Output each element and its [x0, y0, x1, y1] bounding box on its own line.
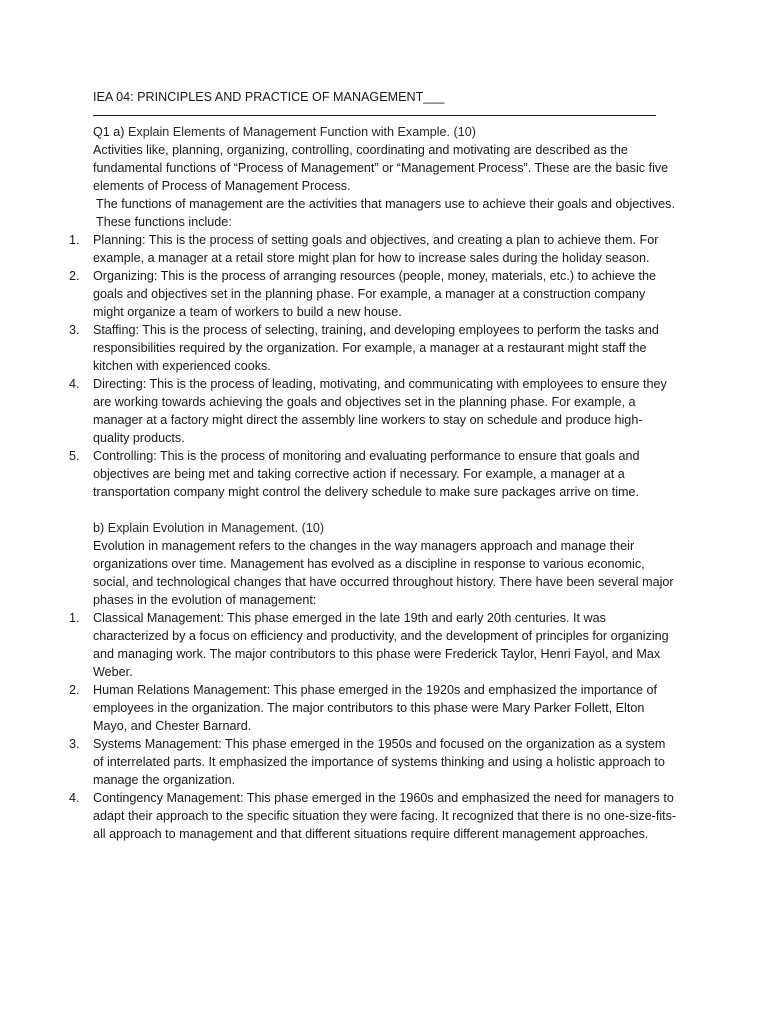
list-item-number: 3. — [69, 323, 80, 337]
list-item-number: 1. — [69, 611, 80, 625]
list-item-number: 1. — [69, 233, 80, 247]
list-item-number: 4. — [69, 791, 80, 805]
document-title: IEA 04: PRINCIPLES AND PRACTICE OF MANAGEMENT___ — [93, 90, 445, 104]
q1b-heading — [93, 519, 678, 537]
q1b-intro-paragraph: Evolution in management refers to the changes in the way managers approach and manage their organizations over time. Management has evolved as a discipline in response to various economic, social, and technological changes that have occurred throughout history. There have been several major phases in the evolution of management: — [93, 539, 674, 607]
list-item-number: 4. — [69, 377, 80, 391]
q1a-functions-paragraph: The functions of management are the activities that managers use to achieve their goals and objectives. These functions include: — [96, 197, 675, 229]
list-item-number: 5. — [69, 449, 80, 463]
q1a-intro-paragraph: Activities like, planning, organizing, controlling, coordinating and motivating are described as the fundamental functions of “Process of Management” or “Management Process”. These are the basic five elements of Process of Management Process. — [93, 143, 669, 193]
list-item-text: Classical Management: This phase emerged in the late 19th and early 20th centuries. It was characterized by a focus on efficiency and productivity, and the development of principles for organizing and managing work. The major contributors to this phase were Frederick Taylor, Henri Fayol, and Max Weber. — [93, 611, 669, 679]
q1b-phases-list — [69, 609, 678, 843]
list-item-text: Controlling: This is the process of monitoring and evaluating performance to ensure that goals and objectives are being met and taking corrective action if necessary. For example, a manager at a transportation company might control the delivery schedule to make sure packages arrive on time. — [93, 449, 640, 499]
list-item — [69, 609, 678, 681]
list-item-text: Directing: This is the process of leading, motivating, and communicating with employees to ensure they are working towards achieving the goals and objectives set in the planning phase. For example, a manager at a factory might direct the assembly line workers to stay on schedule and produce high-quality products. — [93, 377, 667, 445]
list-item-number: 2. — [69, 269, 80, 283]
list-item-number: 2. — [69, 683, 80, 697]
list-item-text: Organizing: This is the process of arranging resources (people, money, materials, etc.) to achieve the goals and objectives set in the planning phase. For example, a manager at a construction company might organize a team of workers to build a new house. — [93, 269, 657, 319]
list-item — [69, 681, 678, 735]
q1a-label: Q1 a) — [93, 125, 125, 139]
q1a-functions-list — [69, 231, 678, 501]
list-item — [69, 735, 678, 789]
list-item — [69, 789, 678, 843]
list-item-text: Contingency Management: This phase emerged in the 1960s and emphasized the need for managers to adapt their approach to the specific situation they were facing. It recognized that there is no one-size-fits-all approach to management and that different situations require different management approaches. — [93, 791, 677, 841]
list-item-text: Planning: This is the process of setting goals and objectives, and creating a plan to achieve them. For example, a manager at a retail store might plan for how to increase sales during the holiday season. — [93, 233, 659, 265]
list-item — [69, 321, 678, 375]
list-item-text: Human Relations Management: This phase emerged in the 1920s and emphasized the importance of employees in the organization. The major contributors to this phase were Mary Parker Follett, Elton Mayo, and Chester Barnard. — [93, 683, 658, 733]
list-item-number: 3. — [69, 737, 80, 751]
list-item — [69, 231, 678, 267]
document-body — [69, 88, 678, 843]
q1a-heading — [93, 123, 678, 141]
list-item-text: Systems Management: This phase emerged in the 1950s and focused on the organization as a system of interrelated parts. It emphasized the importance of systems thinking and using a holistic approach to manage the organization. — [93, 737, 666, 787]
title-underline — [93, 115, 656, 116]
q1a-question: Explain Elements of Management Function with Example. (10) — [128, 125, 476, 139]
section-spacer — [93, 501, 678, 519]
list-item — [69, 267, 678, 321]
q1b-question: Explain Evolution in Management. (10) — [107, 521, 325, 535]
list-item — [69, 447, 678, 501]
q1b-label: b) — [93, 521, 105, 535]
list-item-text: Staffing: This is the process of selecting, training, and developing employees to perform the tasks and responsibilities required by the organization. For example, a manager at a restaurant might staff the kitchen with experienced cooks. — [93, 323, 659, 373]
list-item — [69, 375, 678, 447]
